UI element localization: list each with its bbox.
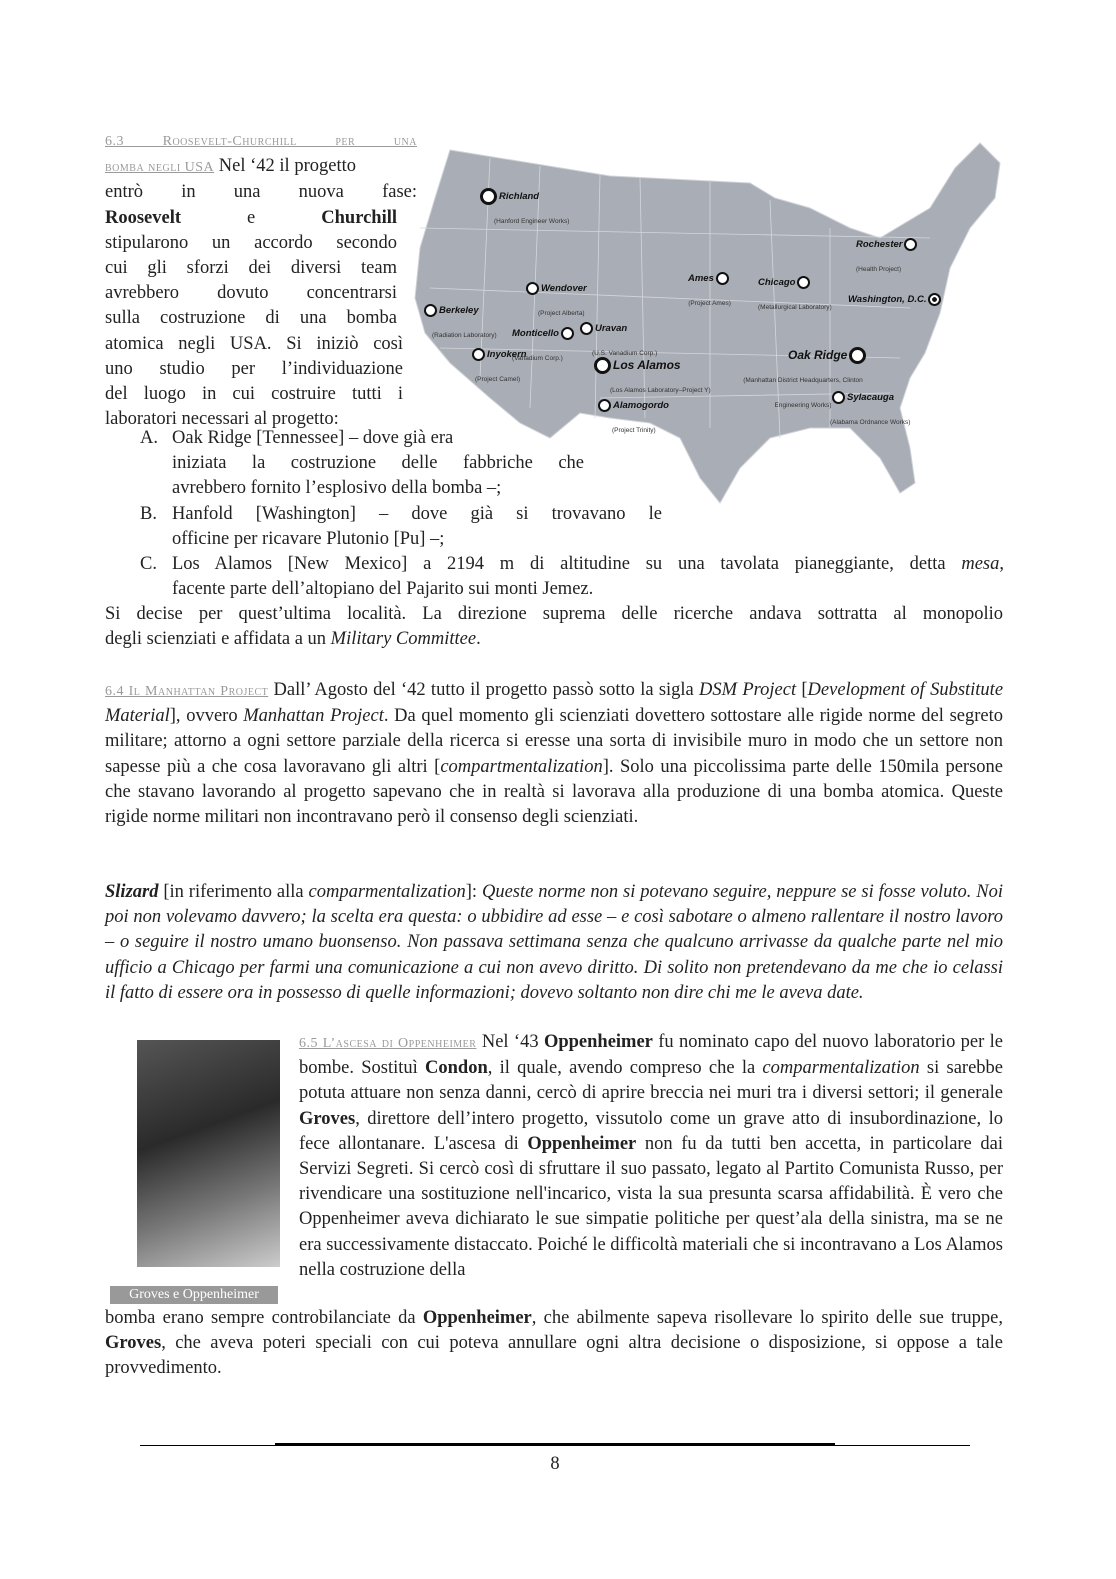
map-marker: Chicago (Metallurgical Laboratory) (758, 277, 832, 312)
map-marker: Los Alamos (Los Alamos Laboratory–Project Y) (592, 353, 711, 403)
map-marker: Oak Ridge (Manhattan District Headquarters, Clinton Engineering Works) (738, 343, 868, 419)
site-marker-icon (580, 322, 593, 335)
map-marker: Berkeley (Radiation Laboratory) (422, 298, 497, 348)
site-marker-icon (561, 327, 574, 340)
site-marker-icon (849, 347, 866, 364)
map-marker: Washington, D.C. (848, 287, 943, 312)
section-6-5-continued: bomba erano sempre controbilanciate da Oppenheimer, che abilmente sapeva risollevare lo spirito delle sue truppe, Groves, che aveva poteri speciali con cui poteva annullare ogni altra decisione o disposizione, si oppose a tale provvedimento. (105, 1308, 1003, 1379)
footer-rule (140, 1445, 970, 1446)
site-marker-icon (832, 391, 845, 404)
map-marker: Monticello (Vanadium Corp.) (512, 321, 576, 371)
map-marker: Wendover (Project Alberta) (524, 276, 587, 326)
site-marker-icon (598, 399, 611, 412)
map-marker: Uravan (U.S. Vanadium Corp.) (578, 316, 657, 366)
site-marker-icon (472, 348, 485, 361)
section-heading: 6.5 L’ascesa di Oppenheimer (299, 1036, 477, 1051)
site-marker-icon (424, 304, 437, 317)
page-number: 8 (550, 1454, 560, 1474)
site-marker-icon (716, 272, 729, 285)
map-marker: Rochester (Health Project) (856, 232, 919, 282)
site-marker-icon (480, 188, 497, 205)
map-marker: Inyokern (Project Camel) (470, 342, 527, 392)
szilard-quote: Slizard [in riferimento alla comparmentalization]: Queste norme non si potevano seguire, neppure se si fosse voluto. Noi poi non volevamo davvero; la scelta era questa: o ubbidire ad esse – e così sabotare o almeno rallentare il nostro lavoro – o seguire il nostro umano buonsenso. Non passava settimana senza che qualcuno arrivasse da qualche parte nel mio ufficio a Chicago per farmi una comunicazione a cui non avevo diritto. Di solito non pretendevano da me che io celassi il fatto di essere ora in possesso di quelle informazioni; dovevo soltanto non dire chi me le aveva date. (105, 882, 1004, 1003)
section-heading: 6.4 Il Manhattan Project (105, 684, 269, 699)
map-marker: Alamogordo (Project Trinity) (596, 393, 669, 443)
map-marker: Richland (Hanford Engineer Works) (478, 184, 569, 234)
section-heading: 6.3 Roosevelt-Churchill per una (105, 134, 417, 149)
section-6-4: 6.4 Il Manhattan Project Dall’ Agosto del ‘42 tutto il progetto passò sotto la sigla DSM Project [Development of Substitute Material], ovvero Manhattan Project. Da quel momento gli scienziati dovettero sottostare alle rigide norme del segreto militare; attorno a ogni settore parziale della ricerca si eresse una sorta di invisibile muro in modo che un settore non sapesse più a che cosa lavoravano gli altri [compartmentalization]. Solo una piccolissima parte delle 150mila persone che stavano lavorando al progetto sapevano che in realtà si lavorava alla produzione di una bomba atomica. Queste rigide norme militari non incontravano però il consenso degli scienziati. (105, 680, 1004, 828)
site-marker-icon (797, 276, 810, 289)
site-marker-icon (526, 282, 539, 295)
site-marker-icon (904, 238, 917, 251)
section-heading: bomba negli USA (105, 160, 215, 176)
section-6-3-intro: 6.3 Roosevelt-Churchill per una bomba negli USA Nel ‘42 il progetto entrò in una nuova fase: Roosevelt e Churchill stipularono un accordo secondo cui gli sforzi dei diversi team avrebbero dovuto concentrarsi sulla costruzione di una bomba atomica negli USA. Si iniziò così uno studio per l’individuazione del luogo in cui costruire tutti i laboratori necessari al progetto: (105, 134, 417, 430)
section-6-5: 6.5 L’ascesa di Oppenheimer Nel ‘43 Oppenheimer fu nominato capo del nuovo laboratorio per le bombe. Sostituì Condon, il quale, avendo compreso che la comparmentalization si sarebbe potuta attuare non senza danni, cercò di aprire breccia nei muri tra i diversi settori; il generale Groves, direttore dell’intero progetto, vissutolo come un grave atto di insubordinazione, lo fece allontanare. L'ascesa di Oppenheimer non fu da tutti ben accetta, in particolare dai Servizi Segreti. Si cercò così di sfruttare il suo passato, legato al Partito Comunista Russo, per rivendicare una sostituzione nell'incarico, vista la sua presunta scarsa affidabilità. È vero che Oppenheimer aveva dichiarato le sue simpatie politiche per quest’ala della sinistra, ma se ne era successivamente distaccato. Poiché le difficoltà materiali che si incontravano a Los Alamos nella costruzione della (299, 1032, 1004, 1280)
groves-oppenheimer-photo (137, 1040, 280, 1267)
photo-caption: Groves e Oppenheimer (110, 1286, 278, 1304)
capital-marker-icon (928, 293, 941, 306)
document-page: Richland (Hanford Engineer Works) Rochester (Health Project) Wendover (Project Alberta) Ames (Project Ames) Chicago (Metallurgical Laboratory) Berkeley (Radiation Laboratory) Washington, D.C. Monticello (Vanadium Corp.) Uravan (U.S. Vanadium Corp.) Inyokern (Project Camel) Los Alamos (Los Alamos Laboratory–Project Y) Oak Ridge (Manhattan District Headquarters, Clinton Engineering Works) Sylacauga (Alabama Ordnance Works) Alamogordo (Project Trinity) 6.3 Roosevelt-Churchill per una bomba negli USA Nel ‘42 il progetto entrò in una nuova fase: Roosevelt e Churchill stipularono un accordo secondo cui gli sforzi dei diversi team avrebbero dovuto concentrarsi sulla costruzione di una bomba atomica negli USA. Si iniziò così uno studio per l’individuazione del luogo in cui costruire tutti i laboratori necessari al progetto: A. Oak Ridge [Tennessee] – dove già era iniziata la costruzione delle fabbriche che avrebbero fornito l’esplosivo della bomba –; B. Hanfold [Washington] – dove già si trovavano le officine per ricavare Plutonio [Pu] –; C. Los Alamos [New Mexico] a 2194 m di altitudine su una tavolata pianeggiante, detta mesa, facente parte dell’altopiano del Pajarito sui monti Jemez. Si decise per quest’ultima località. La direzione suprema delle ricerche andava sottratta al monopolio degli scienziati e affidata a un Military Committee. 6.4 Il Manhattan Project Dall’ Agosto del ‘42 tutto il progetto passò sotto la sigla DSM Project [Development of Substitute Material], ovvero Manhattan Project. Da quel momento gli scienziati dovettero sottostare alle rigide norme del segreto militare; attorno a ogni settore parziale della ricerca si eresse una sorta di invisibile muro in modo che un settore non sapesse più a che cosa lavoravano gli altri [compartmentalization]. Solo una piccolissima parte delle 150mila persone che stavano lavorando al progetto sapevano che in realtà si lavorava alla produzione di una bomba atomica. Queste rigide norme militari non incontravano però il consenso degli scienziati. Slizard [in riferimento alla comparmentalization]: Queste norme non si potevano seguire, neppure se si fosse voluto. Noi poi non volevamo davvero; la scelta era questa: o ubbidire ad esse – e così sabotare o almeno rallentare il nostro lavoro – o seguire il nostro umano buonsenso. Non passava settimana senza che qualcuno arrivasse da qualche parte nel mio ufficio a Chicago per farmi una comunicazione a cui non avevo diritto. Di solito non pretendevano da me che io celassi il fatto di essere ora in possesso di quelle informazioni; dovevo soltanto non dire chi me le aveva date. Groves e Oppenheimer 6.5 L’ascesa di Oppenheimer Nel ‘43 Oppenheimer fu nominato capo del nuovo laboratorio per le bombe. Sostituì Condon, il quale, avendo compreso che la comparmentalization si sarebbe potuta attuare non senza danni, cercò di aprire breccia nei muri tra i diversi settori; il generale Groves, direttore dell’intero progetto, vissutolo come un grave atto di insubordinazione, lo fece allontanare. L'ascesa di Oppenheimer non fu da tutti ben accetta, in particolare dai Servizi Segreti. Si cercò così di sfruttare il suo passato, legato al Partito Comunista Russo, per rivendicare una sostituzione nell'incarico, vista la sua presunta scarsa affidabilità. È vero che Oppenheimer aveva dichiarato le sue simpatie politiche per quest’ala della sinistra, ma se ne era successivamente distaccato. Poiché le difficoltà materiali che si incontravano a Los Alamos nella costruzione della bomba erano sempre controbilanciate da Oppenheimer, che abilmente sapeva risollevare lo spirito delle sue truppe, Groves, che aveva poteri speciali con cui poteva annullare ogni altra decisione o disposizione, si oppose a tale provvedimento. 8 (0, 0, 1116, 1579)
site-marker-icon (594, 357, 611, 374)
footer-rule-thick (275, 1443, 835, 1445)
map-marker: Ames (Project Ames) (688, 273, 731, 308)
map-marker: Sylacauga (Alabama Ordnance Works) (830, 392, 911, 427)
paragraph: Si decise per quest’ultima località. La direzione suprema delle ricerche andava sottratta al monopolio degli scienziati e affidata a un Military Committee. (105, 604, 1003, 650)
